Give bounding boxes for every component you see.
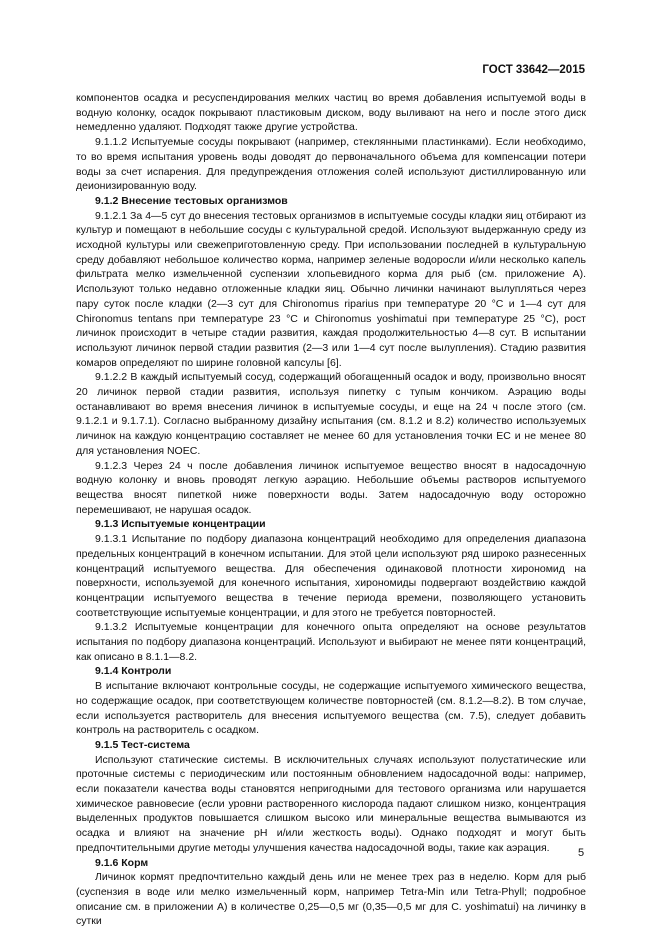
paragraph: В испытание включают контрольные сосуды, не содержащие испытуемого химического вещества, но содержащие осадок, при соответствующем количестве повторностей (см. 8.1.2—8.2). В том случае, если используется растворитель для внесения испытуемого вещества (см. 7.5), следует добавить контроль на растворитель с осадком. xyxy=(76,680,586,737)
paragraph: компонентов осадка и ресуспендирования мелких частиц во время добавления испытуемой воды в водную колонку, осадок покрывают пластиковым диском, воду выливают на него и после этого диск немедленно удаляют. Подходят также другие устройства. xyxy=(76,92,586,134)
paragraph: 9.1.2.2 В каждый испытуемый сосуд, содержащий обогащенный осадок и воду, произвольно вносят 20 личинок первой стадии развития, используя пипетку с тупым кончиком. Аэрацию воды останавливают во время внесения личинок в испытуемые сосуды, и еще на 24 ч после этого (см. 9.1.2.1 и 9.1.7.1). Согласно выбранному дизайну испытания (см. 8.1.2 и 8.2) количество используемых личинок на каждую концентрацию составляет не менее 60 для установления точки ЕС и не менее 80 для установления NOEC. xyxy=(76,371,586,457)
paragraph: Используют статические системы. В исключительных случаях используют полустатические или проточные системы с периодическим или постоянным обновлением надосадочной воды: например, если показатели качества воды становятся непригодными для тестового организма или нарушается химическое равновесие (если уровни растворенного кислорода падают слишком низко, концентрация выделенных продуктов повышается слишком высоко или минеральные вещества вымываются из осадка и влияют на значение pH и/или жесткость воды). Однако подходят и могут быть предпочтительными другие методы улучшения качества надосадочной воды, такие как аэрация. xyxy=(76,753,586,854)
paragraph: 9.1.2.3 Через 24 ч после добавления личинок испытуемое вещество вносят в надосадочную водную колонку и вновь проводят легкую аэрацию. Небольшие объемы растворов испытуемого вещества вносят пипеткой ниже поверхности воды. Затем надосадочную воду осторожно перемешивают, не нарушая осадок. xyxy=(76,459,586,516)
paragraph: 9.1.1.2 Испытуемые сосуды покрывают (например, стеклянными пластинками). Если необходимо, то во время испытания уровень воды доводят до первоначального объема для компенсации потери воды за счет испарения. Для предупреждения отложения солей используют дистиллированную или деионизированную воду. xyxy=(76,136,586,193)
paragraph: 9.1.3.2 Испытуемые концентрации для конечного опыта определяют на основе результатов испытания по подбору диапазона концентраций. Используют и выбирают не менее пяти концентраций, как описано в 8.1.1—8.2. xyxy=(76,621,586,663)
section-heading: 9.1.6 Корм xyxy=(95,856,149,869)
page-number: 5 xyxy=(578,847,585,859)
section-heading: 9.1.3 Испытуемые концентрации xyxy=(95,518,266,531)
paragraph: Личинок кормят предпочтительно каждый день или не менее трех раз в неделю. Корм для рыб (суспензия в воде или мелко измельченный корм, например Tetra-Min или Tetra-Phyll; подробное описание см. в приложении А) в количестве 0,25—0,5 мг (0,35—0,5 мг для C. yoshimatui) на личинку в сутки xyxy=(76,871,586,928)
document-body xyxy=(76,91,586,929)
section-heading: 9.1.5 Тест-система xyxy=(95,738,190,751)
section-heading: 9.1.2 Внесение тестовых организмов xyxy=(95,194,288,207)
paragraph: 9.1.3.1 Испытание по подбору диапазона концентраций необходимо для определения диапазона предельных концентраций в конечном испытании. Для этой цели используют ряд широко разнесенных концентраций испытуемого вещества. Для обеспечения одинаковой плотности хирономид на поверхности, используемой для конечного испытания, хирономиды подвергают воздействию каждой концентрации испытуемого вещества в течение периода времени, позволяющего установить соответствующие испытуемые концентрации, и для этого не требуется повторностей. xyxy=(76,533,586,619)
paragraph: 9.1.2.1 За 4—5 сут до внесения тестовых организмов в испытуемые сосуды кладки яиц отбирают из культур и помещают в небольшие сосуды с культуральной средой. Используют выдержанную среду из исходной культуры или свежеприготовленную среду. При использовании последней в культуральную среду добавляют небольшое количество корма, например зеленые водоросли и/или несколько капель фильтрата мелко измельченной суспензии хлопьевидного корма для рыб (см. приложение А). Используют только недавно отложенные кладки яиц. Обычно личинки начинают вылупляться через пару суток после кладки (2—3 сут для Chironomus riparius при температуре 20 °С и 1—4 сут для Chironomus tentans при температуре 23 °С и Chironomus yoshimatui при температуре 25 °С), рост личинок происходит в четыре стадии развития, каждая продолжительностью 4—8 сут. В испытании используют личинок первой стадии развития (2—3 или 1—4 сут после вылупления). Стадию развития комаров определяют по ширине головной капсулы [6]. xyxy=(76,209,586,369)
document-code: ГОСТ 33642—2015 xyxy=(482,64,585,76)
section-heading: 9.1.4 Контроли xyxy=(95,665,172,678)
